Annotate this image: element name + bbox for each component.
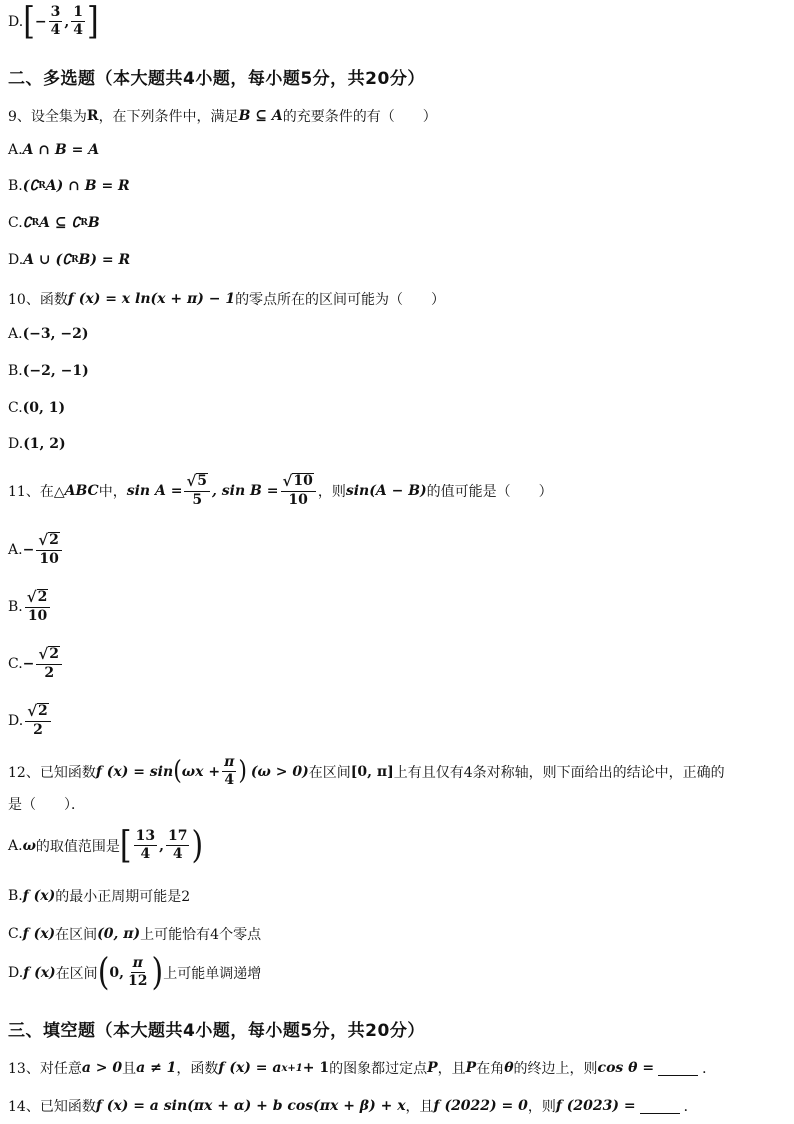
question-9-option-c[interactable]: C. ∁ R A ⊆ ∁ R B <box>8 215 100 231</box>
prev-option-d: D. [ − $\frac{3}{4}$ , $\frac{1}{4}$ ] <box>8 0 99 43</box>
question-12-option-b[interactable]: B. f (x) 的最小正周期可能是2 <box>8 888 191 905</box>
question-10-option-b[interactable]: B. (−2, −1) <box>8 363 89 379</box>
answer-blank[interactable] <box>640 1099 680 1114</box>
question-9-option-b[interactable]: B. (∁ R A) ∩ B = R <box>8 178 130 194</box>
fraction: √ 5 5 <box>184 473 210 509</box>
fraction: $\frac{17}{4}$ <box>167 828 188 862</box>
question-11-option-c[interactable]: C. − √ 2 2 <box>8 646 64 682</box>
fraction: $\frac{\pi}{4}$ <box>224 754 235 788</box>
question-11-option-d[interactable]: D. √ 2 2 <box>8 703 53 739</box>
answer-blank[interactable] <box>658 1061 698 1076</box>
option-label: D. <box>8 13 24 30</box>
fraction: √ 2 2 <box>25 703 51 739</box>
question-9-option-a[interactable]: A. A ∩ B = A <box>8 142 100 158</box>
fraction: $\frac{3}{4}$ <box>50 4 61 38</box>
question-13-stem: 13、对任意 a > 0 且 a ≠ 1 ，函数 f (x) = a x+1 + 1 的图象都过定点 P ，且 P 在角 θ 的终边上，则 cos θ = ． <box>8 1060 717 1077</box>
fraction: √ 2 2 <box>36 646 62 682</box>
fraction: √ 2 10 <box>36 532 62 568</box>
question-10-option-d[interactable]: D. (1, 2) <box>8 436 66 452</box>
question-10-option-a[interactable]: A. (−3, −2) <box>8 326 89 342</box>
question-12-option-d[interactable]: D. f (x) 在区间 ( 0, $\frac{\pi}{12}$ ) 上可能单调递增 <box>8 950 262 994</box>
question-9-option-d[interactable]: D. A ∪ (∁ R B) = R <box>8 252 131 268</box>
fraction: $\frac{1}{4}$ <box>73 4 84 38</box>
question-14-stem: 14、已知函数 f (x) = a sin(πx + α) + b cos(πx + β) + x ，且 f (2022) = 0 ，则 f (2023) = ． <box>8 1098 698 1115</box>
section-title: 二、多选题（本大题共4小题，每小题5分，共20分） <box>8 69 425 89</box>
question-10-stem: 10、函数 f (x) = x ln(x + π) − 1 的零点所在的区间可能为（ ） <box>8 291 446 308</box>
question-12-option-a[interactable]: A. ω 的取值范围是 [ $\frac{13}{4}$ , $\frac{17}{4}$ ) <box>8 823 204 867</box>
fraction: √ 10 10 <box>281 473 316 509</box>
section-title: 三、填空题（本大题共4小题，每小题5分，共20分） <box>8 1021 425 1041</box>
fraction: $\frac{\pi}{12}$ <box>128 955 148 989</box>
question-12-stem-line2: 是（ ）． <box>8 797 85 813</box>
question-11-option-a[interactable]: A. − √ 2 10 <box>8 532 64 568</box>
question-11-stem: 11、在△ ABC 中， sin A = √ 5 5 , sin B = √ 10 10 ，则 sin(A − B) 的值可能是（ ） <box>8 472 553 508</box>
question-10-option-c[interactable]: C. (0, 1) <box>8 400 66 416</box>
fraction: √ 2 10 <box>25 589 51 625</box>
question-11-option-b[interactable]: B. √ 2 10 <box>8 589 52 625</box>
question-12-stem: 12、已知函数 f (x) = sin ( ωx + $\frac{\pi}{4}$ ) (ω > 0) 在区间 [0, π] 上有且仅有4条对称轴，则下面给出的结论中，正确的 <box>8 754 725 788</box>
question-12-option-c[interactable]: C. f (x) 在区间 (0, π) 上可能恰有4个零点 <box>8 926 262 943</box>
question-9-stem: 9、设全集为 R ，在下列条件中，满足 B ⊆ A 的充要条件的有（ ） <box>8 108 437 125</box>
fraction: $\frac{13}{4}$ <box>135 828 156 862</box>
